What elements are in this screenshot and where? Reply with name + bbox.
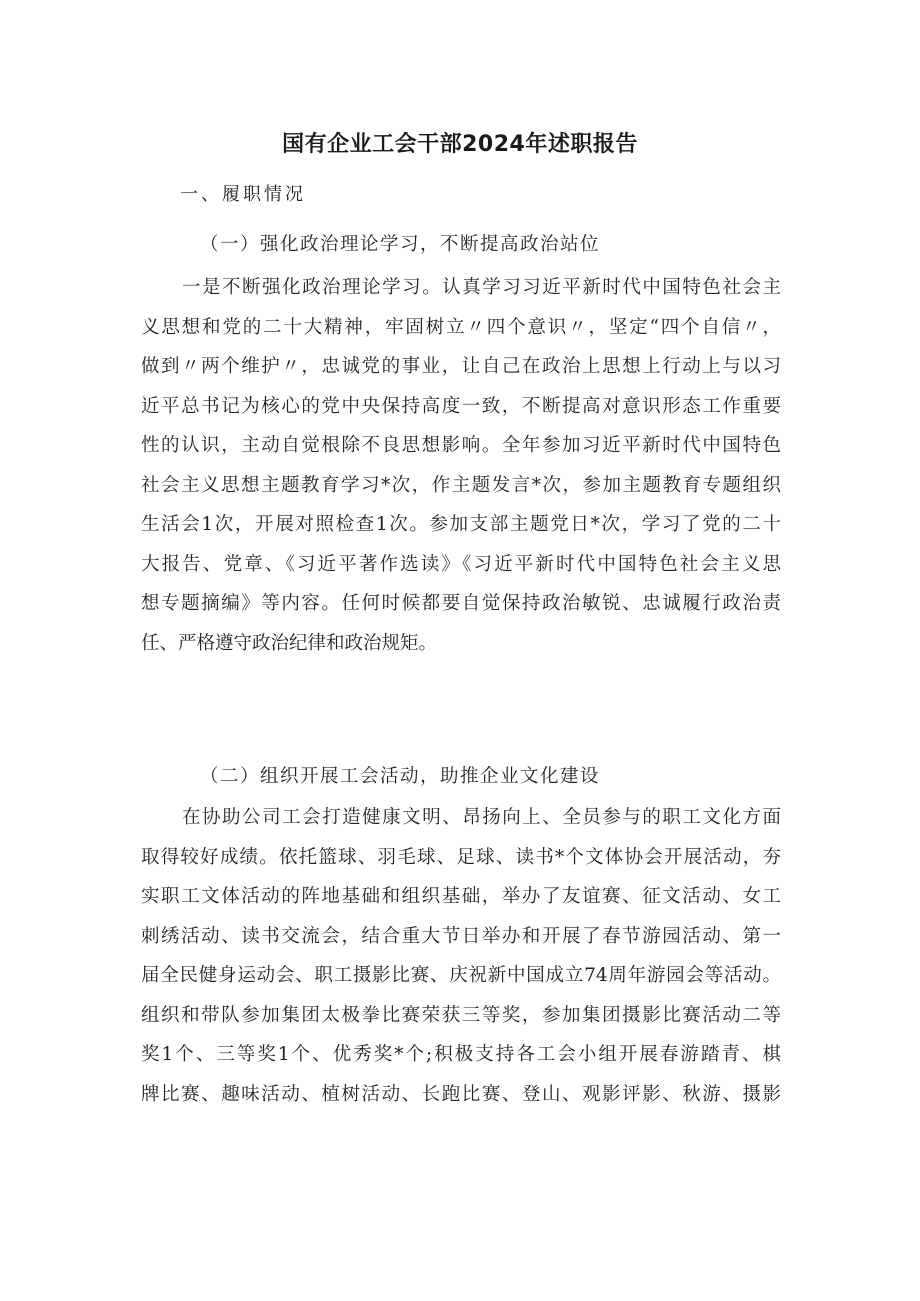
paragraph-line: 刺绣活动、读书交流会，结合重大节日举办和开展了春节游园活动、第一 — [141, 925, 781, 947]
section-heading: 一、履职情况 — [180, 184, 306, 205]
paragraph-line: 社会主义思想主题教育学习*次，作主题发言*次，参加主题教育专题组织 — [141, 474, 781, 496]
paragraph-line: 性的认识，主动自觉根除不良思想影响。全年参加习近平新时代中国特色 — [141, 435, 781, 456]
paragraph-line: 奖1个、三等奖1个、优秀奖*个;积极支持各工会小组开展春游踏青、棋 — [141, 1044, 781, 1065]
paragraph-line: 实职工文体活动的阵地基础和组织基础，举办了友谊赛、征文活动、女工 — [141, 886, 781, 907]
paragraph-line: 做到〃两个维护〃，忠诚党的事业，让自己在政治上思想上行动上与以习 — [141, 356, 781, 377]
paragraph-line: 组织和带队参加集团太极拳比赛荣获三等奖，参加集团摄影比赛活动二等 — [141, 1004, 781, 1026]
paragraph-line: 义思想和党的二十大精神，牢固树立〃四个意识〃，坚定“四个自信〃， — [141, 316, 781, 338]
paragraph-line: 大报告、党章、《习近平著作选读》《习近平新时代中国特色社会主义思 — [141, 553, 781, 575]
paragraph-line: 在协助公司工会打造健康文明、昂扬向上、全员参与的职工文化方面 — [182, 807, 781, 828]
paragraph-line: 牌比赛、趣味活动、植树活动、长跑比赛、登山、观影评影、秋游、摄影 — [141, 1083, 781, 1105]
subsection-heading: （一）强化政治理论学习，不断提高政治站位 — [200, 234, 601, 255]
paragraph-line: 一是不断强化政治理论学习。认真学习习近平新时代中国特色社会主 — [182, 277, 781, 298]
paragraph-line: 想专题摘编》等内容。任何时候都要自觉保持政治敏锐、忠诚履行政治责 — [141, 593, 781, 614]
paragraph — [141, 798, 781, 1114]
paragraph — [141, 268, 781, 663]
subsection-heading: （二）组织开展工会活动，助推企业文化建设 — [200, 766, 601, 787]
paragraph-line: 取得较好成绩。依托篮球、羽毛球、足球、读书*个文体协会开展活动，夯 — [141, 846, 781, 868]
paragraph-line: 生活会1次，开展对照检查1次。参加支部主题党日*次，学习了党的二十 — [141, 514, 781, 535]
paragraph-line: 近平总书记为核心的党中央保持高度一致，不断提高对意识形态工作重要 — [141, 395, 781, 417]
document-title: 国有企业工会干部2024年述职报告 — [282, 132, 638, 157]
paragraph-line: 任、严格遵守政治纪律和政治规矩。 — [141, 632, 438, 654]
paragraph-line: 届全民健身运动会、职工摄影比赛、庆祝新中国成立74周年游园会等活动。 — [141, 965, 781, 986]
